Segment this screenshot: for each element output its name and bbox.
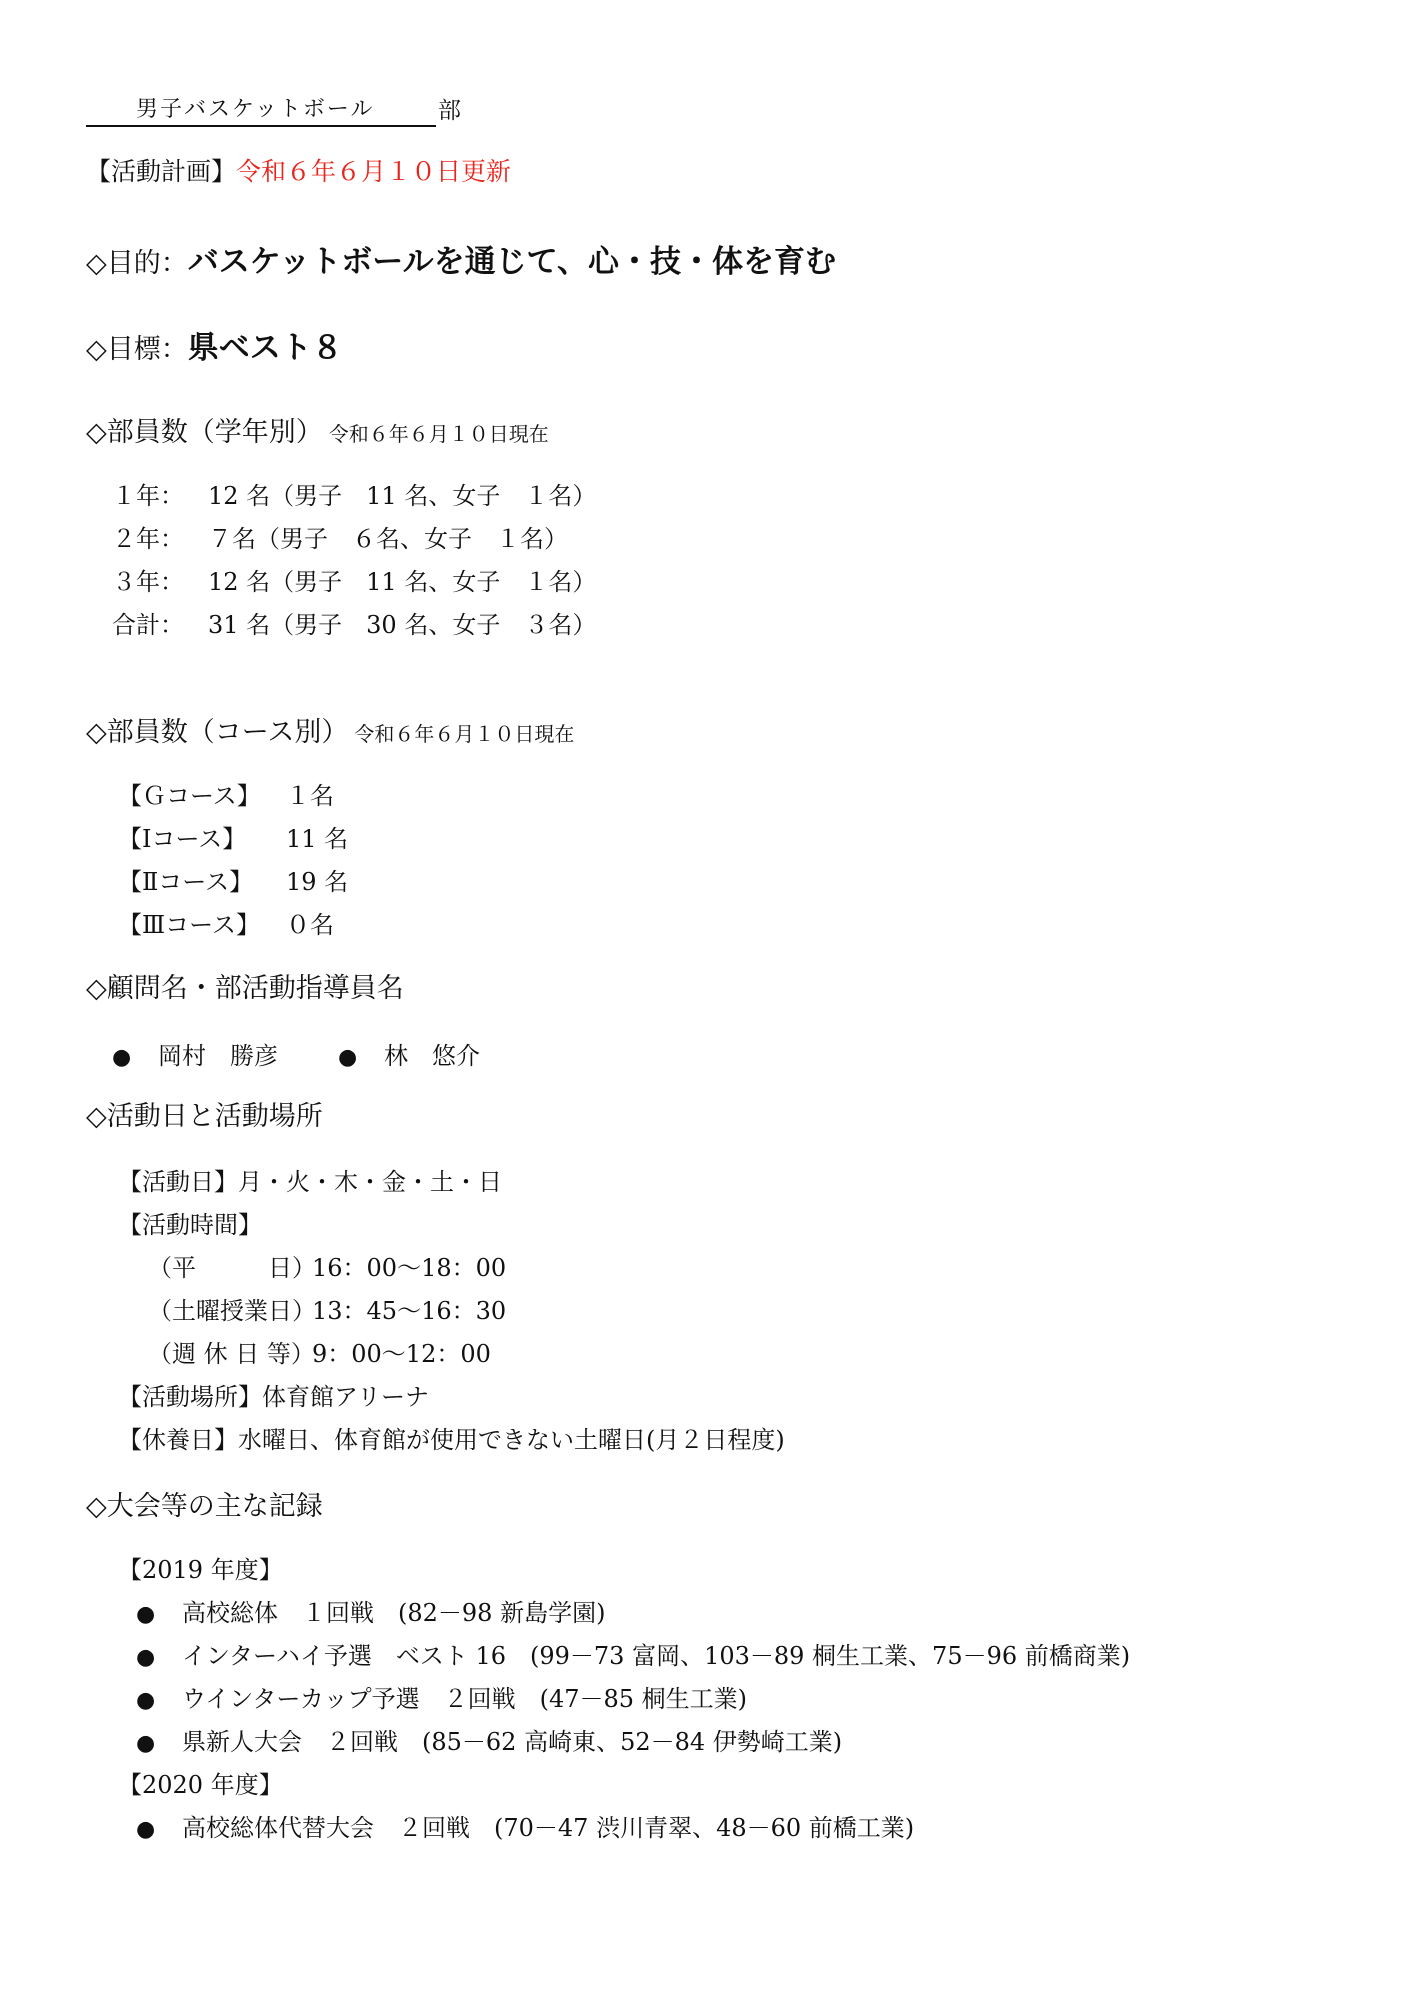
course-members-title: ◇部員数（コース別）	[86, 717, 349, 748]
plan-label: 【活動計画】	[86, 157, 237, 186]
course-value: ０名	[286, 911, 334, 939]
course-value: 11 名	[286, 825, 349, 853]
bullet-icon: ●	[338, 1045, 358, 1070]
grade-value: 12 名（男子 11 名、女子 １名）	[208, 568, 597, 596]
club-name: 男子バスケットボール	[86, 92, 436, 127]
bullet-icon: ●	[136, 1602, 156, 1627]
advisor-name: 林 悠介	[384, 1042, 480, 1070]
grade-members-heading	[86, 410, 549, 449]
grade-label: ２年：	[112, 525, 184, 553]
course-row	[118, 776, 334, 811]
course-row	[118, 819, 348, 854]
goal-label: ◇目標：	[86, 334, 188, 365]
grade-row	[112, 476, 596, 511]
activity-heading: ◇活動日と活動場所	[86, 1101, 323, 1132]
activity-place-label: 【活動場所】	[118, 1383, 262, 1411]
course-members-heading	[86, 710, 574, 749]
record-item	[136, 1636, 1130, 1671]
record-item	[136, 1722, 842, 1757]
grade-label: 合計：	[112, 611, 184, 639]
course-value: １名	[286, 782, 334, 810]
bullet-icon: ●	[136, 1731, 156, 1756]
record-item	[136, 1593, 605, 1628]
course-value: 19 名	[286, 868, 349, 896]
course-row	[118, 862, 348, 897]
record-item	[136, 1808, 914, 1843]
purpose-text: バスケットボールを通じて、心・技・体を育む	[187, 244, 836, 280]
course-row	[118, 905, 334, 940]
record-year-label: 【2020 年度】	[118, 1771, 283, 1799]
bullet-icon: ●	[136, 1688, 156, 1713]
activity-days	[118, 1162, 502, 1197]
course-members-as-of: 令和６年６月１０日現在	[354, 722, 575, 746]
record-item	[136, 1679, 747, 1714]
activity-place	[118, 1377, 429, 1412]
rest-days	[118, 1420, 785, 1455]
advisors-heading: ◇顧問名・部活動指導員名	[86, 973, 404, 1004]
bullet-icon: ●	[112, 1045, 132, 1070]
hours-row	[148, 1334, 491, 1369]
record-text: ウインターカップ予選 ２回戦 (47－85 桐生工業)	[182, 1685, 748, 1713]
course-label: 【Ⅰコース】	[118, 825, 247, 853]
hours-row-value: 9：00～12：00	[312, 1340, 491, 1368]
hours-row-value: 16：00～18：00	[312, 1254, 507, 1282]
bullet-icon: ●	[136, 1645, 156, 1670]
hours-row-label: （平 日）	[148, 1254, 316, 1282]
activity-hours-label: 【活動時間】	[118, 1211, 262, 1239]
course-label: 【Ｇコース】	[118, 782, 261, 810]
purpose-heading	[86, 236, 836, 281]
purpose-label: ◇目的：	[86, 248, 188, 279]
hours-row	[148, 1248, 506, 1283]
record-text: インターハイ予選 ベスト 16 (99－73 富岡、103－89 桐生工業、75－96 前橋商業)	[182, 1642, 1131, 1670]
record-year-label: 【2019 年度】	[118, 1556, 283, 1584]
grade-row	[112, 519, 568, 554]
activity-days-value: 月・火・木・金・土・日	[238, 1168, 502, 1196]
grade-members-title: ◇部員数（学年別）	[86, 417, 323, 448]
updated-date: 令和６年６月１０日更新	[236, 157, 512, 186]
grade-members-as-of: 令和６年６月１０日現在	[328, 422, 549, 446]
record-text: 県新人大会 ２回戦 (85－62 高崎東、52－84 伊勢崎工業)	[182, 1728, 843, 1756]
grade-label: １年：	[112, 482, 184, 510]
rest-days-label: 【休養日】	[118, 1426, 238, 1454]
club-suffix: 部	[438, 98, 461, 124]
records-heading: ◇大会等の主な記録	[86, 1491, 323, 1522]
grade-value: 31 名（男子 30 名、女子 ３名）	[208, 611, 597, 639]
hours-row	[148, 1291, 506, 1326]
hours-row-value: 13：45～16：30	[312, 1297, 507, 1325]
record-text: 高校総体 １回戦 (82－98 新島学園)	[182, 1599, 606, 1627]
club-title	[86, 92, 461, 127]
rest-days-value: 水曜日、体育館が使用できない土曜日(月２日程度)	[238, 1426, 785, 1454]
grade-label: ３年：	[112, 568, 184, 596]
plan-line	[86, 152, 511, 188]
grade-row	[112, 562, 596, 597]
grade-value: 12 名（男子 11 名、女子 １名）	[208, 482, 597, 510]
grade-row-total	[112, 605, 596, 640]
activity-place-value: 体育館アリーナ	[262, 1383, 430, 1411]
bullet-icon: ●	[136, 1817, 156, 1842]
advisor-name: 岡村 勝彦	[158, 1042, 278, 1070]
activity-days-label: 【活動日】	[118, 1168, 238, 1196]
grade-value: ７名（男子 ６名、女子 １名）	[208, 525, 568, 553]
goal-text: 県ベスト８	[187, 330, 343, 366]
hours-row-label: （土曜授業日）	[148, 1297, 316, 1325]
course-label: 【Ⅱコース】	[118, 868, 254, 896]
course-label: 【Ⅲコース】	[118, 911, 260, 939]
hours-row-label: （週 休 日 等）	[148, 1340, 315, 1368]
record-text: 高校総体代替大会 ２回戦 (70－47 渋川青翠、48－60 前橋工業)	[182, 1814, 915, 1842]
goal-heading	[86, 322, 343, 367]
advisors-list	[112, 1036, 480, 1071]
